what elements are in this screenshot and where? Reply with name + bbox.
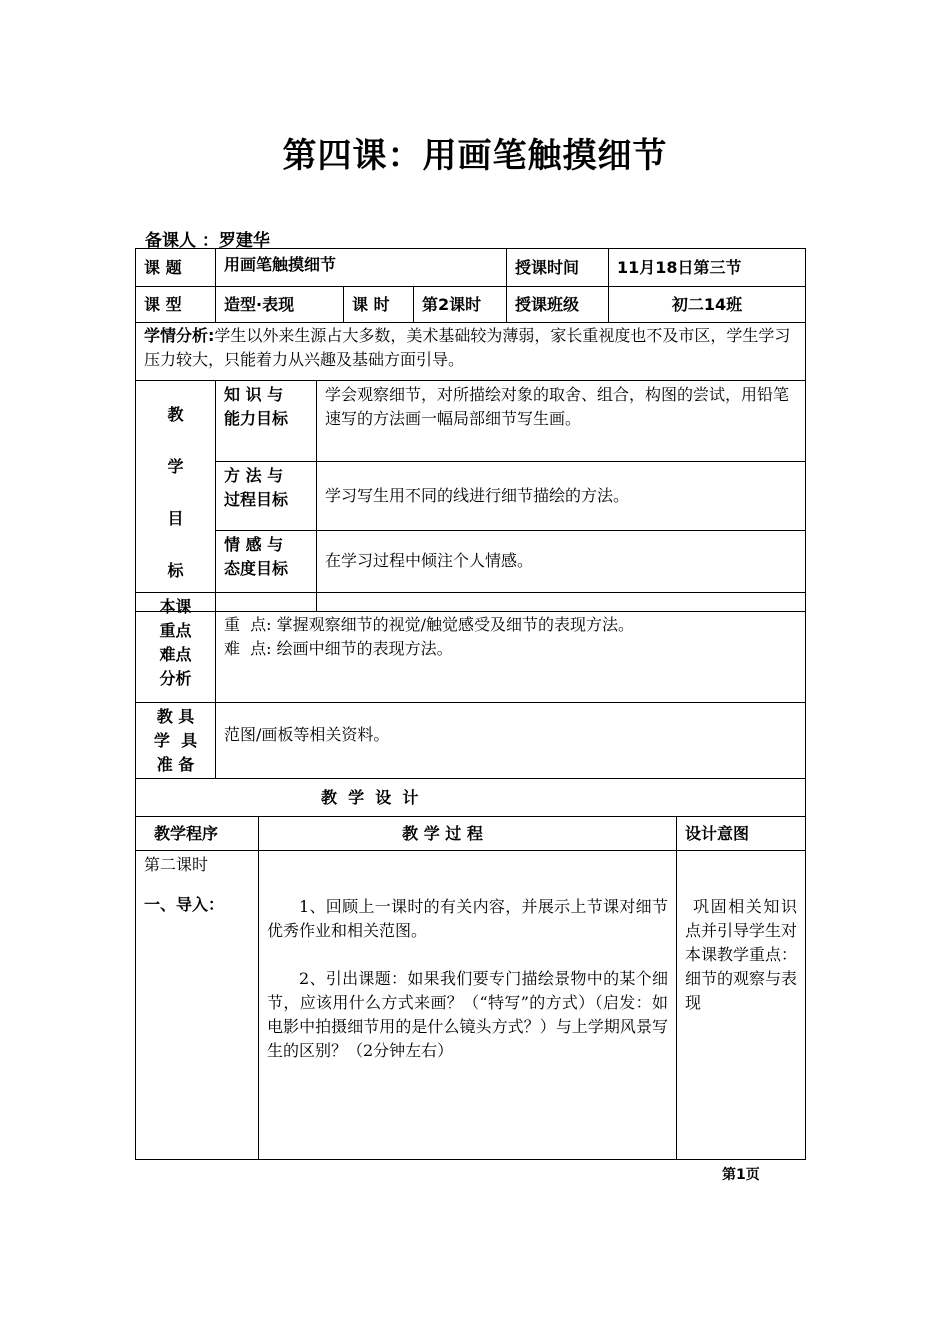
analysis-label: 学情分析:	[144, 326, 215, 345]
materials-label	[136, 703, 216, 779]
materials-label-line: 准 备	[156, 755, 195, 774]
time-value: 11月18日第三节	[609, 249, 806, 287]
keypoints-table	[135, 592, 806, 779]
col-procedure: 教学程序	[136, 817, 259, 851]
goal-text-method: 学习写生用不同的线进行细节描绘的方法。	[317, 461, 806, 531]
keypoints-label-line: 难点	[159, 645, 192, 664]
goals-label	[136, 381, 216, 612]
hours-label: 课 时	[344, 287, 414, 323]
class-label: 授课班级	[507, 287, 609, 323]
section-label: 一、导入：	[144, 895, 225, 914]
goals-label-char: 教	[167, 405, 184, 424]
topic-value: 用画笔触摸细节	[216, 249, 507, 287]
materials-label-line: 教 具	[156, 707, 195, 726]
difficulty-text: 难 点: 绘画中细节的表现方法。	[224, 639, 453, 658]
keypoints-label-line: 重点	[159, 621, 192, 640]
goals-label-char: 学	[167, 457, 184, 476]
page-title: 第四课：用画笔触摸细节	[282, 136, 668, 176]
intent-cell	[677, 851, 806, 1160]
process-step-2: 2、引出课题：如果我们要专门描绘景物中的某个细节，应该用什么方式来画？（“特写”的方式）（启发：如电影中拍摄细节用的是什么镜头方式？）与上学期风景写生的区别？（2分钟左右）	[267, 969, 668, 1060]
goal-label-line: 能力目标	[224, 409, 289, 428]
col-process: 教 学 过 程	[259, 817, 677, 851]
goal-label-line: 过程目标	[224, 489, 289, 509]
class-value: 初二14班	[609, 287, 806, 323]
analysis-text: 学生以外来生源占大多数，美术基础较为薄弱，家长重视度也不及市区，学生学习压力较大，只能着力从兴趣及基础方面引导。	[144, 326, 791, 369]
keypoints-label-line: 分析	[159, 669, 192, 688]
design-table	[135, 778, 806, 1160]
topic-label: 课 题	[136, 249, 216, 287]
intent-text: 巩固相关知识点并引导学生对本课教学重点：细节的观察与表现	[685, 897, 798, 1012]
goal-label-line: 方 法 与	[224, 465, 284, 485]
process-step-1: 1、回顾上一课时的有关内容，并展示上节课对细节优秀作业和相关范图。	[267, 897, 668, 940]
time-label: 授课时间	[507, 249, 609, 287]
lesson-label: 第二课时	[144, 855, 209, 874]
goals-label-char: 目	[167, 509, 184, 528]
page-number: 第1页	[722, 1167, 760, 1183]
goal-label-line: 态度目标	[224, 559, 289, 579]
focus-text: 重 点: 掌握观察细节的视觉/触觉感受及细节的表现方法。	[224, 615, 635, 634]
goal-label-line: 知 识 与	[224, 385, 284, 404]
procedure-cell	[136, 851, 259, 1160]
type-value: 造型·表现	[216, 287, 344, 323]
goal-text-knowledge: 学会观察细节，对所描绘对象的取舍、组合，构图的尝试，用铅笔速写的方法画一幅局部细节写生画。	[317, 381, 806, 462]
analysis-cell	[136, 323, 806, 381]
keypoints-label	[136, 593, 216, 703]
keypoints-content	[216, 593, 806, 703]
keypoints-label-line: 本课	[159, 597, 192, 616]
design-header: 教 学 设 计	[136, 779, 806, 817]
goal-label-line: 情 感 与	[224, 535, 284, 555]
materials-text: 范图/画板等相关资料。	[216, 703, 806, 779]
author-line: 备课人 ：罗建华	[145, 231, 270, 251]
goal-label-knowledge	[216, 381, 317, 462]
materials-label-line: 学 具	[153, 731, 198, 750]
process-cell	[259, 851, 677, 1160]
goals-label-char: 标	[167, 561, 184, 580]
goal-label-method	[216, 461, 317, 531]
info-table	[135, 248, 806, 381]
goals-table	[135, 380, 806, 612]
goal-text-emotion: 在学习过程中倾注个人情感。	[317, 531, 806, 612]
hours-value: 第2课时	[414, 287, 507, 323]
type-label: 课 型	[136, 287, 216, 323]
col-intent: 设计意图	[677, 817, 806, 851]
